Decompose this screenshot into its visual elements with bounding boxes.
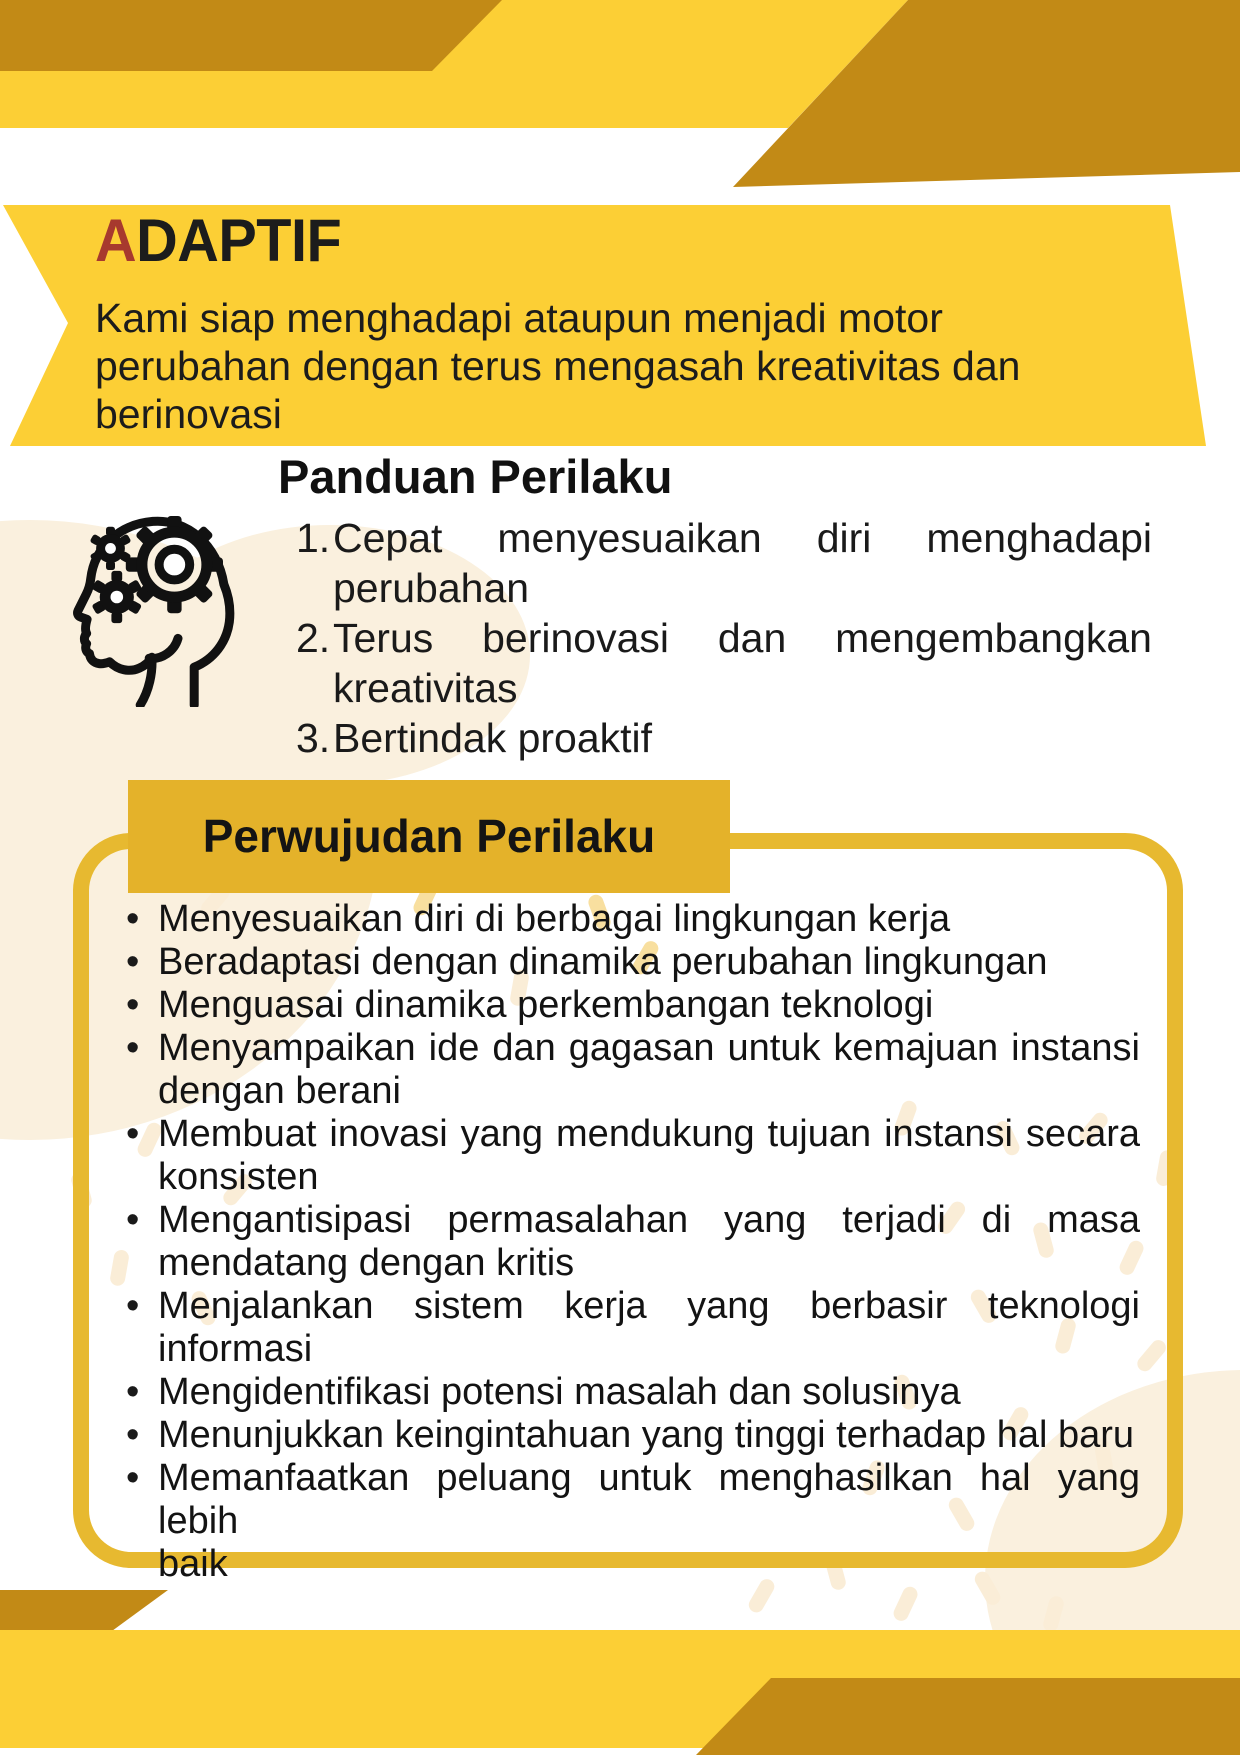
bullet-item	[120, 941, 1140, 984]
bullet-item	[120, 898, 1140, 941]
perwujudan-perilaku-heading: Perwujudan Perilaku	[202, 810, 656, 862]
bullet-line: Menyampaikan ide dan gagasan untuk kemajuan instansi	[158, 1027, 1140, 1069]
bullet-icon: •	[126, 1414, 140, 1456]
list-item-number: 3.	[296, 715, 331, 761]
value-description-line: berinovasi	[95, 391, 282, 437]
bullet-icon: •	[126, 1113, 140, 1155]
top-left-dark-shape	[0, 0, 502, 71]
list-item	[296, 713, 1152, 763]
bullet-item	[120, 1371, 1140, 1414]
list-item	[296, 513, 1152, 613]
value-description	[95, 294, 1115, 438]
list-item-line: kreativitas	[333, 665, 518, 711]
page-title-rest: DAPTIF	[136, 207, 342, 274]
value-description-line: perubahan dengan terus mengasah kreativitas dan	[95, 343, 1021, 389]
bottom-banner-decor	[0, 1585, 1240, 1755]
bullet-line: mendatang dengan kritis	[158, 1242, 575, 1284]
bullet-item	[120, 1199, 1140, 1285]
bullet-icon: •	[126, 1285, 140, 1327]
bullet-line: Mengidentifikasi potensi masalah dan solusinya	[158, 1371, 961, 1413]
perwujudan-heading-box	[128, 780, 730, 893]
bullet-line: informasi	[158, 1328, 313, 1370]
bullet-line: Beradaptasi dengan dinamika perubahan lingkungan	[158, 941, 1048, 983]
bullet-line: Menjalankan sistem kerja yang berbasir teknologi	[158, 1285, 1140, 1327]
page-title-accent-letter: A	[95, 207, 137, 274]
perwujudan-perilaku-list	[120, 898, 1140, 1586]
bullet-item	[120, 1113, 1140, 1199]
bullet-item	[120, 1285, 1140, 1371]
bullet-icon: •	[126, 1457, 140, 1499]
bullet-line: Menunjukkan keingintahuan yang tinggi terhadap hal baru	[158, 1414, 1135, 1456]
bullet-item	[120, 984, 1140, 1027]
bullet-line: Mengantisipasi permasalahan yang terjadi di masa	[158, 1199, 1140, 1241]
page-title	[95, 209, 341, 273]
bullet-line: Menguasai dinamika perkembangan teknologi	[158, 984, 934, 1026]
list-item	[296, 613, 1152, 713]
bullet-icon: •	[126, 1199, 140, 1241]
bullet-icon: •	[126, 1027, 140, 1069]
head-with-gears-icon	[70, 505, 250, 707]
bullet-line: Menyesuaikan diri di berbagai lingkungan kerja	[158, 898, 951, 940]
bullet-line: konsisten	[158, 1156, 319, 1198]
gear-large-icon	[126, 516, 223, 613]
jaw-line	[149, 638, 178, 658]
value-description-line: Kami siap menghadapi ataupun menjadi motor	[95, 295, 943, 341]
bullet-icon: •	[126, 1371, 140, 1413]
bullet-item	[120, 1457, 1140, 1586]
bullet-icon: •	[126, 984, 140, 1026]
bullet-line: dengan berani	[158, 1070, 401, 1112]
bullet-line: Membuat inovasi yang mendukung tujuan instansi secara	[158, 1113, 1140, 1155]
list-item-line: Terus berinovasi dan mengembangkan	[333, 615, 1152, 661]
top-banner-decor	[0, 0, 1240, 190]
bullet-item	[120, 1414, 1140, 1457]
list-item-line: Cepat menyesuaikan diri menghadapi	[333, 515, 1152, 561]
list-item-line: perubahan	[333, 565, 530, 611]
list-item-number: 1.	[296, 515, 331, 561]
bullet-item	[120, 1027, 1140, 1113]
gear-small-bottom-icon	[91, 571, 142, 623]
bottom-right-dark-shape	[696, 1678, 1240, 1755]
bullet-line: baik	[158, 1543, 228, 1585]
panduan-perilaku-list	[296, 513, 1152, 763]
bullet-icon: •	[126, 941, 140, 983]
list-item-line: Bertindak proaktif	[333, 715, 653, 761]
bullet-line: Memanfaatkan peluang untuk menghasilkan hal yang lebih	[158, 1457, 1140, 1542]
panduan-perilaku-heading: Panduan Perilaku	[278, 450, 673, 503]
bullet-icon: •	[126, 898, 140, 940]
list-item-number: 2.	[296, 615, 331, 661]
